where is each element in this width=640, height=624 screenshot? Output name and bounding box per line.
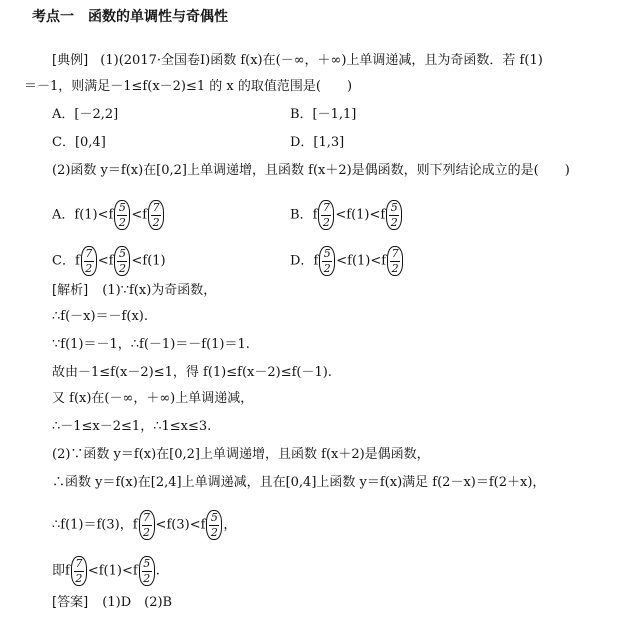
- solution-line-2: ∴f(－x)＝－f(x).: [52, 309, 148, 324]
- fraction-7-2: $\frac{7}{2}$: [139, 510, 155, 540]
- option-1b: B．[－1,1]: [290, 107, 357, 122]
- solution-line-4: 故由－1≤f(x－2)≤1，得 f(1)≤f(x－2)≤f(－1).: [52, 365, 332, 380]
- example-p2-line: (2)函数 y＝f(x)在[0,2]上单调递增，且函数 f(x＋2)是偶函数，则下列结论成立的是( ): [52, 163, 570, 178]
- option-2a: A．f(1)<f $\frac{5}{2}$ <f $\frac{7}{2}$: [52, 200, 165, 230]
- option-1a: A．[－2,2]: [52, 107, 119, 122]
- fraction-5-2: $\frac{5}{2}$: [319, 246, 335, 276]
- solution-line-7: (2)∵函数 y＝f(x)在[0,2]上单调递增，且函数 f(x＋2)是偶函数，: [52, 447, 430, 462]
- solution-line-9: ∴f(1)＝f(3)，f $\frac{7}{2}$ <f(3)<f $\frac{5}{2}$ ，: [52, 510, 237, 539]
- fraction-7-2: $\frac{7}{2}$: [387, 246, 403, 276]
- answer-text: (1)D (2)B: [102, 595, 173, 610]
- fraction-5-2: $\frac{5}{2}$: [206, 510, 222, 540]
- fraction-5-2: $\frac{5}{2}$: [386, 200, 402, 230]
- solution-line-8: ∴函数 y＝f(x)在[2,4]上单调递减，且在[0,4]上函数 y＝f(x)满足 f(2－x)＝f(2＋x)，: [52, 475, 546, 490]
- option-2d: D．f $\frac{5}{2}$ <f(1)<f $\frac{7}{2}$: [290, 246, 404, 276]
- solution-line-3: ∵f(1)＝－1，∴f(－1)＝－f(1)＝1.: [52, 337, 250, 352]
- fraction-5-2: $\frac{5}{2}$: [139, 556, 155, 586]
- option-2b: B．f $\frac{7}{2}$ <f(1)<f $\frac{5}{2}$: [290, 200, 403, 230]
- example-line-1: [52, 52, 543, 70]
- option-2c: C．f $\frac{7}{2}$ <f $\frac{5}{2}$ <f(1): [52, 246, 166, 275]
- fraction-7-2: $\frac{7}{2}$: [318, 200, 334, 230]
- solution-line-1: [解析] (1)∵f(x)为奇函数，: [52, 283, 217, 298]
- answer-line: [52, 594, 172, 612]
- fraction-5-2: $\frac{5}{2}$: [114, 246, 130, 276]
- section-title: 考点一 函数的单调性与奇偶性: [32, 9, 228, 25]
- fraction-5-2: $\frac{5}{2}$: [114, 200, 130, 230]
- option-1d: D．[1,3]: [290, 135, 345, 150]
- example-line-2: ＝－1，则满足－1≤f(x－2)≤1 的 x 的取值范围是( ): [24, 79, 353, 94]
- solution-line-6: ∴－1≤x－2≤1，∴1≤x≤3.: [52, 419, 212, 434]
- fraction-7-2: $\frac{7}{2}$: [148, 200, 164, 230]
- solution-line-5: 又 f(x)在(－∞，＋∞)上单调递减，: [52, 391, 254, 406]
- option-1c: C．[0,4]: [52, 135, 106, 150]
- solution-tag: [解析]: [52, 283, 89, 298]
- fraction-7-2: $\frac{7}{2}$: [71, 556, 87, 586]
- example-tag: [典例]: [52, 53, 89, 68]
- answer-tag: [答案]: [52, 595, 89, 610]
- fraction-7-2: $\frac{7}{2}$: [81, 246, 97, 276]
- example-p1-text: (1)(2017·全国卷Ⅰ)函数 f(x)在(－∞，＋∞)上单调递减，且为奇函数．若 f(1): [100, 53, 543, 68]
- solution-line-10: 即f $\frac{7}{2}$ <f(1)<f $\frac{5}{2}$ .: [52, 556, 160, 585]
